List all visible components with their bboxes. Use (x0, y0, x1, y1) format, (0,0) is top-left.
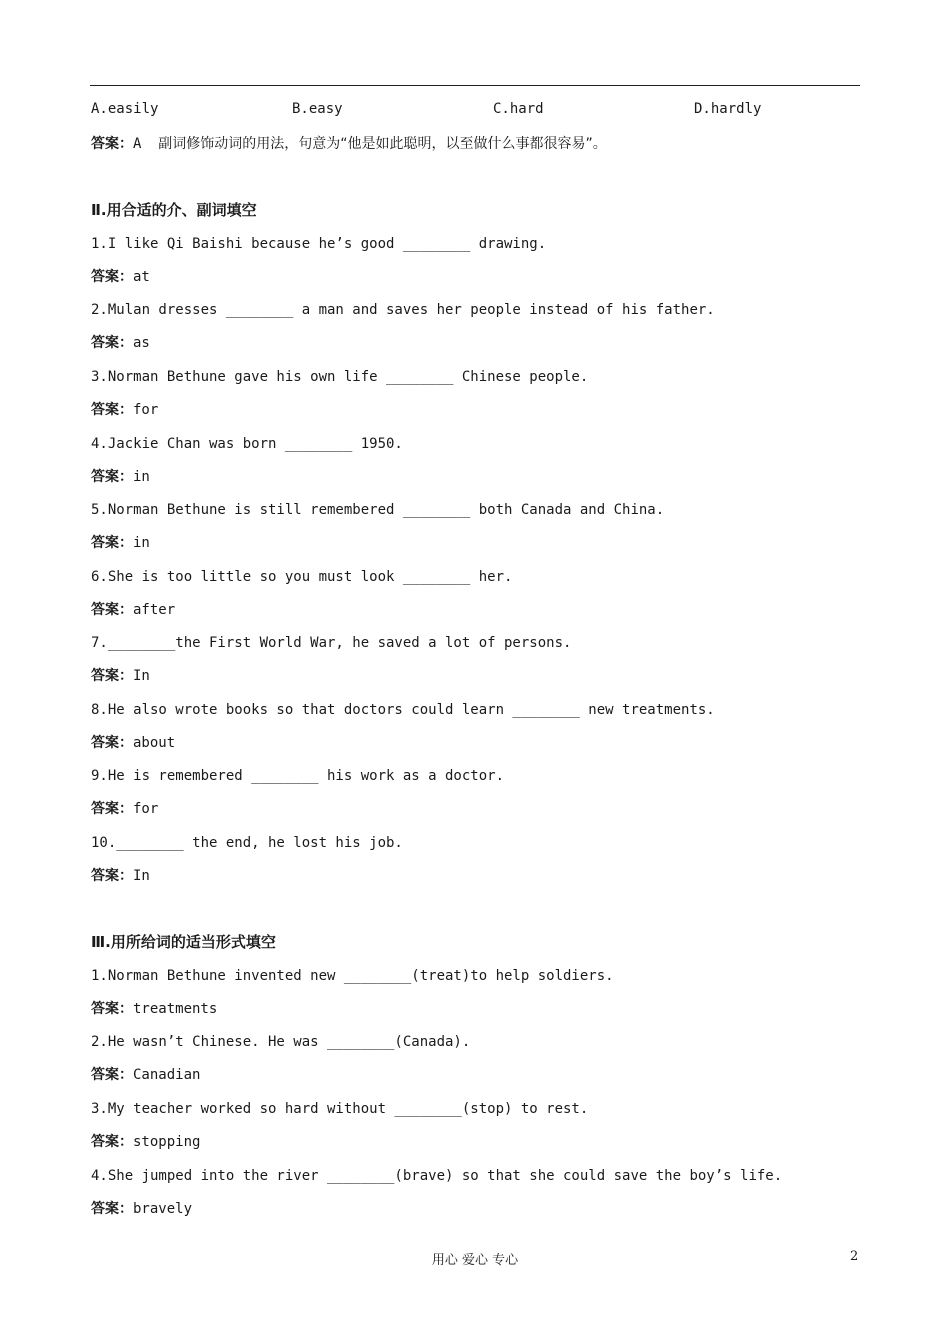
answer-label: 答案： (91, 136, 133, 152)
answer-value: for (133, 801, 159, 817)
answer-label: 答案： (91, 1201, 133, 1217)
answer-line (91, 799, 158, 819)
section-heading: Ⅱ.用合适的介、副词填空 (91, 201, 257, 219)
answer-value: at (133, 269, 150, 285)
question: 9.He is remembered ________ his work as a doctor. (91, 768, 505, 784)
answer-value: In (133, 868, 150, 884)
answer-value: in (133, 469, 150, 485)
answer-line (91, 333, 150, 353)
question: 4.Jackie Chan was born ________ 1950. (91, 436, 403, 452)
answer-label: 答案： (91, 668, 133, 684)
section-heading: Ⅲ.用所给词的适当形式填空 (91, 933, 276, 951)
prev-answer-line (91, 134, 607, 154)
answer-line (91, 666, 150, 686)
answer-label: 答案： (91, 469, 133, 485)
answer-line (91, 866, 150, 886)
answer-line (91, 600, 175, 620)
question: 6.She is too little so you must look ________ her. (91, 569, 513, 585)
answer-explanation: 副词修饰动词的用法，句意为“他是如此聪明，以至做什么事都很容易”。 (158, 136, 607, 152)
answer-label: 答案： (91, 1001, 133, 1017)
answer-value: bravely (133, 1201, 193, 1217)
answer-value: about (133, 735, 176, 751)
options-row (91, 101, 851, 121)
question: 10.________ the end, he lost his job. (91, 835, 403, 851)
answer-line (91, 733, 175, 753)
answer-value: A (133, 136, 142, 152)
answer-label: 答案： (91, 1134, 133, 1150)
question: 1.Norman Bethune invented new ________(treat)to help soldiers. (91, 968, 614, 984)
answer-label: 答案： (91, 335, 133, 351)
question: 4.She jumped into the river ________(brave) so that she could save the boy’s life. (91, 1168, 783, 1184)
answer-line (91, 1199, 192, 1219)
page-number: 2 (850, 1249, 859, 1264)
answer-line (91, 1132, 200, 1152)
question: 2.He wasn’t Chinese. He was ________(Canada). (91, 1034, 471, 1050)
answer-line (91, 1065, 200, 1085)
option-a: A.easily (91, 101, 159, 117)
header-rule (90, 85, 860, 86)
answer-label: 答案： (91, 801, 133, 817)
answer-label: 答案： (91, 868, 133, 884)
question: 2.Mulan dresses ________ a man and saves her people instead of his father. (91, 302, 715, 318)
answer-line (91, 267, 150, 287)
answer-label: 答案： (91, 735, 133, 751)
answer-value: treatments (133, 1001, 218, 1017)
question: 7.________the First World War, he saved a lot of persons. (91, 635, 572, 651)
question: 3.My teacher worked so hard without ________(stop) to rest. (91, 1101, 589, 1117)
answer-label: 答案： (91, 269, 133, 285)
answer-value: Canadian (133, 1067, 201, 1083)
answer-label: 答案： (91, 402, 133, 418)
question: 1.I like Qi Baishi because he’s good ________ drawing. (91, 236, 547, 252)
answer-value: for (133, 402, 159, 418)
answer-line (91, 999, 217, 1019)
answer-label: 答案： (91, 1067, 133, 1083)
option-c: C.hard (493, 101, 544, 117)
answer-line (91, 533, 150, 553)
answer-label: 答案： (91, 602, 133, 618)
footer-motto: 用心 爱心 专心 (431, 1253, 519, 1268)
question: 8.He also wrote books so that doctors could learn ________ new treatments. (91, 702, 715, 718)
answer-line (91, 467, 150, 487)
answer-value: as (133, 335, 150, 351)
question: 5.Norman Bethune is still remembered ________ both Canada and China. (91, 502, 665, 518)
answer-value: after (133, 602, 176, 618)
answer-line (91, 400, 158, 420)
answer-value: stopping (133, 1134, 201, 1150)
option-d: D.hardly (694, 101, 762, 117)
question: 3.Norman Bethune gave his own life ________ Chinese people. (91, 369, 589, 385)
answer-value: in (133, 535, 150, 551)
answer-value: In (133, 668, 150, 684)
option-b: B.easy (292, 101, 343, 117)
answer-label: 答案： (91, 535, 133, 551)
